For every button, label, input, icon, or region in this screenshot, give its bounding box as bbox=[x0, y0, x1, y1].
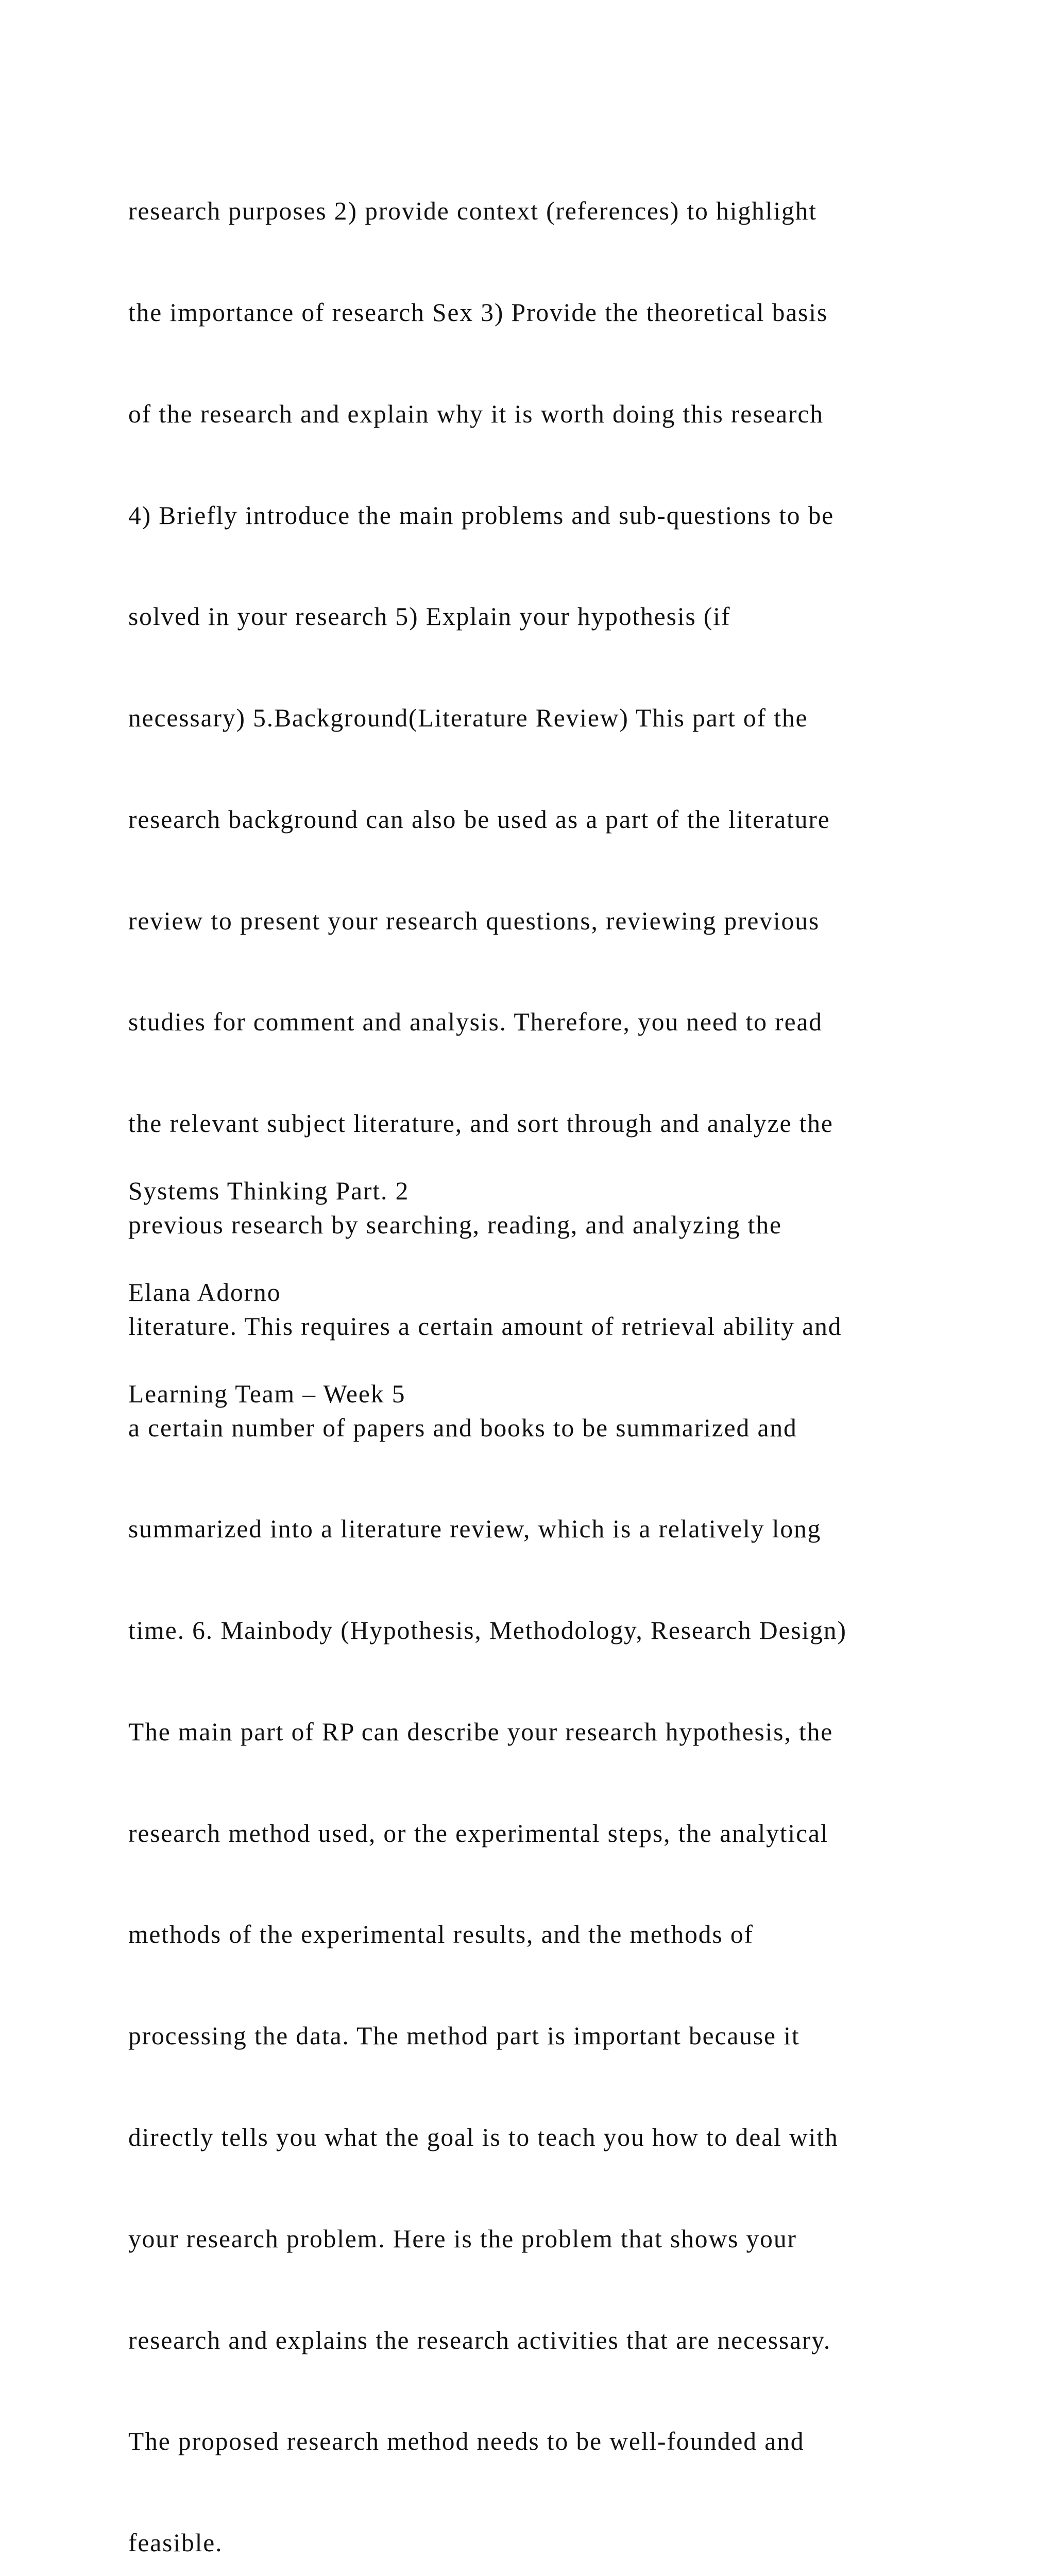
body-line: the relevant subject literature, and sort through and analyze the bbox=[128, 1109, 833, 1138]
body-line: research background can also be used as a part of the literature bbox=[128, 805, 830, 834]
body-line: previous research by searching, reading, and analyzing the bbox=[128, 1211, 782, 1239]
body-line: your research problem. Here is the problem that shows your bbox=[128, 2224, 797, 2253]
closing-team: Learning Team – Week 5 bbox=[128, 1379, 406, 1408]
body-line: solved in your research 5) Explain your hypothesis (if bbox=[128, 602, 731, 631]
closing-author: Elana Adorno bbox=[128, 1278, 281, 1307]
body-line: methods of the experimental results, and the methods of bbox=[128, 1920, 754, 1949]
body-line: research method used, or the experimental steps, the analytical bbox=[128, 1819, 829, 1848]
body-line: directly tells you what the goal is to teach you how to deal with bbox=[128, 2123, 839, 2152]
body-line: processing the data. The method part is important because it bbox=[128, 2022, 800, 2050]
body-line: necessary) 5.Background(Literature Review) This part of the bbox=[128, 704, 808, 733]
closing-title: Systems Thinking Part. 2 bbox=[128, 1177, 410, 1206]
body-line: research purposes 2) provide context (references) to highlight bbox=[128, 197, 817, 226]
body-line: the importance of research Sex 3) Provide the theoretical basis bbox=[128, 298, 828, 327]
body-line: studies for comment and analysis. Therefore, you need to read bbox=[128, 1008, 823, 1037]
body-line: time. 6. Mainbody (Hypothesis, Methodology, Research Design) bbox=[128, 1616, 847, 1645]
body-line: review to present your research questions, reviewing previous bbox=[128, 906, 820, 935]
body-line: literature. This requires a certain amount of retrieval ability and bbox=[128, 1312, 842, 1341]
closing-block bbox=[128, 1107, 409, 1479]
body-line: research and explains the research activities that are necessary. bbox=[128, 2326, 831, 2354]
body-line: of the research and explain why it is worth doing this research bbox=[128, 399, 824, 428]
body-line: 4) Briefly introduce the main problems and sub-questions to be bbox=[128, 501, 835, 530]
body-line: a certain number of papers and books to be summarized and bbox=[128, 1413, 797, 1442]
body-line: summarized into a literature review, which is a relatively long bbox=[128, 1515, 822, 1544]
body-line: The main part of RP can describe your research hypothesis, the bbox=[128, 1717, 833, 1746]
body-line: feasible. bbox=[128, 2529, 223, 2557]
body-line: The proposed research method needs to be well-founded and bbox=[128, 2427, 805, 2456]
